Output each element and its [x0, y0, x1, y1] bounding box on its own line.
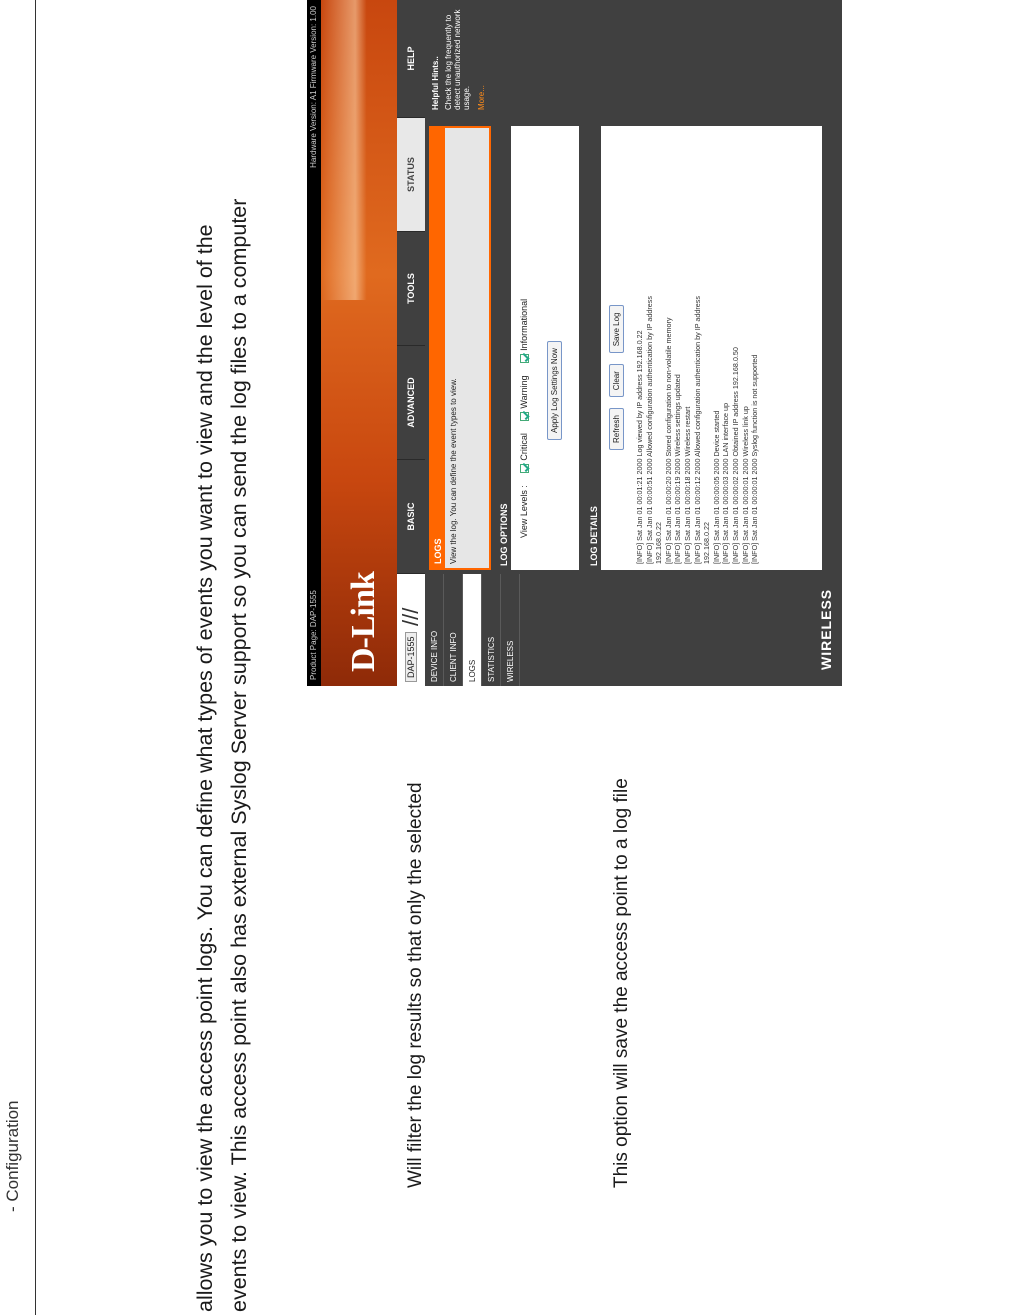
sidebar-item-client-info[interactable]: CLIENT INFO: [444, 574, 463, 686]
view-levels-description: Will filter the log results so that only the selected: [405, 782, 426, 1188]
header-bar: [307, 0, 321, 686]
sidebar-item-logs[interactable]: LOGS: [463, 574, 482, 686]
log-entry: [INFO] Sat Jan 01 00:00:20 2000 Stored configuration to non-volatile memory: [663, 317, 673, 564]
help-panel: [425, 0, 842, 116]
log-entry: [INFO] Sat Jan 01 00:00:51 2000 Allowed configuration authentication by IP address: [644, 296, 654, 564]
sidebar-item-wireless[interactable]: WIRELESS: [501, 574, 520, 686]
log-entry: 192.168.0.22: [654, 522, 664, 564]
router-status-logs-screenshot: [307, 0, 842, 686]
help-more-link[interactable]: More...: [477, 85, 486, 110]
save-log-button[interactable]: Save Log: [609, 305, 624, 353]
intro-paragraph: [188, 199, 256, 1312]
log-details-buttons: [609, 297, 624, 450]
log-entry: [INFO] Sat Jan 01 00:00:18 2000 Wireless restart: [682, 406, 692, 564]
brand-banner: [321, 0, 397, 686]
top-nav-tabs: [397, 0, 425, 686]
tab-advanced[interactable]: ADVANCED: [397, 346, 425, 460]
apply-log-settings-button[interactable]: Apply Log Settings Now: [547, 341, 562, 440]
product-page-label: Product Page: DAP-1555: [309, 590, 318, 680]
refresh-button[interactable]: Refresh: [609, 408, 624, 450]
log-entry: [INFO] Sat Jan 01 00:01:21 2000 Log viewed by IP address 192.168.0.22: [635, 330, 644, 564]
tab-help[interactable]: HELP: [397, 0, 425, 118]
section-label: - Configuration: [3, 1100, 22, 1212]
model-badge: DAP-1555: [405, 632, 417, 682]
log-details-panel: [587, 126, 822, 570]
logs-panel-body: View the log. You can define the event types to view.: [445, 128, 489, 568]
informational-checkbox[interactable]: [520, 354, 529, 363]
log-entry: [INFO] Sat Jan 01 00:00:03 2000 LAN interface up: [721, 402, 731, 564]
slash-divider-icon: ///: [398, 607, 423, 626]
log-options-title: LOG OPTIONS: [497, 126, 511, 570]
sidebar: [425, 574, 842, 686]
clear-button[interactable]: Clear: [609, 364, 624, 397]
save-log-description: This option will save the access point to a log file: [611, 778, 632, 1188]
log-entry: [INFO] Sat Jan 01 00:00:01 2000 Wireless link up: [740, 406, 750, 564]
log-details-title: LOG DETAILS: [587, 126, 601, 570]
model-tab: [397, 574, 425, 686]
tab-status[interactable]: STATUS: [397, 118, 425, 232]
main-content: [425, 116, 842, 574]
log-entry: [INFO] Sat Jan 01 00:00:02 2000 Obtained IP address 192.168.0.50: [730, 347, 740, 564]
dlink-logo: D-Link: [345, 572, 382, 672]
sidebar-item-device-info[interactable]: DEVICE INFO: [425, 574, 444, 686]
page-margin-rule: [35, 0, 36, 1315]
logs-panel: [429, 126, 491, 570]
sidebar-item-statistics[interactable]: STATISTICS: [482, 574, 501, 686]
log-entry: [INFO] Sat Jan 01 00:00:12 2000 Allowed configuration authentication by IP address: [692, 296, 702, 564]
help-title: Helpful Hints..: [431, 56, 440, 110]
log-entry: [INFO] Sat Jan 01 00:00:05 2000 Device started: [711, 410, 721, 564]
warning-label: Warning: [519, 375, 529, 409]
tab-tools[interactable]: TOOLS: [397, 232, 425, 346]
critical-label: Critical: [519, 433, 529, 461]
banner-swoosh: [321, 0, 397, 300]
log-entry: 192.168.0.22: [702, 522, 712, 564]
warning-checkbox[interactable]: [520, 412, 529, 421]
intro-line-2: events to view. This access point also has external Syslog Server support so you can send the log files to a computer: [227, 198, 251, 1312]
intro-line-1: allows you to view the access point logs. You can define what types of events you want to view and the level of the: [193, 224, 217, 1312]
log-options-panel: [497, 126, 579, 570]
help-text: Check the log frequently to detect unauthorized network usage.: [444, 9, 471, 110]
tab-basic[interactable]: BASIC: [397, 460, 425, 574]
logs-panel-title: LOGS: [433, 538, 443, 564]
log-entry: [INFO] Sat Jan 01 00:00:01 2000 Syslog function is not supported: [750, 354, 760, 564]
log-entry: [INFO] Sat Jan 01 00:00:19 2000 Wireless settings updated: [673, 374, 683, 564]
informational-label: Informational: [519, 298, 529, 351]
log-entries: [635, 296, 760, 564]
view-levels-row: [519, 299, 529, 538]
wireless-brand-text: WIRELESS: [818, 588, 834, 670]
critical-checkbox[interactable]: [520, 464, 529, 473]
version-label: Hardware Version: A1 Firmware Version: 1.00: [309, 6, 318, 168]
view-levels-label: View Levels :: [519, 485, 529, 538]
